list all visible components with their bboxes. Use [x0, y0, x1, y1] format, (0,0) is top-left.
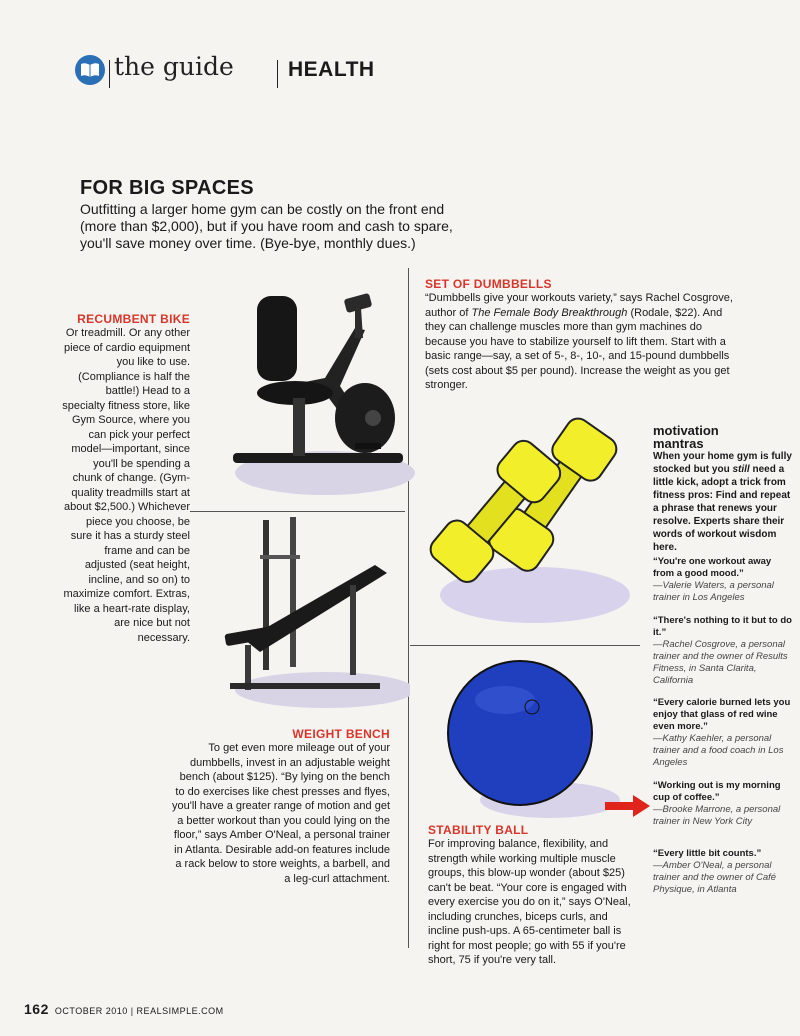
recumbent-bike-image	[205, 268, 415, 508]
quote-item	[653, 615, 793, 687]
book-title: The Female Body Breakthrough	[471, 306, 628, 319]
weight-bench-image	[205, 515, 410, 715]
sidebar-title-line: motivation	[653, 423, 719, 438]
quote-text: “You're one workout away from a good mood.”	[653, 556, 772, 579]
category-name: HEALTH	[288, 58, 375, 81]
page-number: 162	[24, 1001, 49, 1017]
quote-text: “Every calorie burned lets you enjoy that glass of red wine even more.”	[653, 697, 791, 732]
quote-text: “Every little bit counts.”	[653, 848, 762, 859]
header-divider	[277, 60, 278, 88]
body-text: (Rodale, $22). And they can challenge muscles more than gym machines do because you have to stabilize yourself to lift them. Start with a basic range—say, a set of 5-, 8-, 10-, and 15-pound dumbbells (sets cost about $5 per pound). Increase the weight as you get stronger.	[425, 306, 730, 391]
recumbent-bike-section	[62, 312, 190, 645]
quote-attribution: —Rachel Cosgrove, a personal trainer and the owner of Results Fitness, in Santa Clarita, California	[653, 639, 788, 686]
stability-ball-section	[428, 823, 633, 968]
quote-text: “There's nothing to it but to do it.”	[653, 615, 792, 638]
section-body: To get even more mileage out of your dumbbells, invest in an adjustable weight bench (about $125). “By lying on the bench to do exercises like chest presses and flyes, you'll have a greater range of motion and get a better workout than you could lying on the floor,” says Amber O'Neal, a personal trainer in Atlanta. Desirable add-on features include a rack below to store weights, a barbell, and a leg-curl attachment.	[172, 742, 390, 885]
sidebar-title	[653, 424, 719, 450]
quote-item	[653, 697, 793, 769]
section-title: WEIGHT BENCH	[292, 727, 390, 741]
dumbbells-section	[425, 277, 743, 393]
section-name: the guide	[114, 52, 234, 81]
quote-item	[653, 780, 793, 828]
quote-attribution: —Brooke Marrone, a personal trainer in New York City	[653, 804, 781, 827]
section-title: SET OF DUMBBELLS	[425, 277, 552, 291]
intro-emphasis: still	[732, 464, 750, 475]
quote-attribution: —Kathy Kaehler, a personal trainer and a food coach in Los Angeles	[653, 733, 784, 768]
body-text: “Dumbbells give your workouts variety,” says Rachel Cosgrove, author of	[425, 292, 733, 319]
issue-info: OCTOBER 2010 | REALSIMPLE.COM	[54, 1006, 224, 1016]
section-title: STABILITY BALL	[428, 823, 529, 837]
section-body: Or treadmill. Or any other piece of cardio equipment you like to use. (Compliance is half the battle!) Head to a specialty fitness store, like Gym Source, where you can pick your perfect model—important, since you'll be spending a chunk of change. (Gym-quality treadmills start at about $2,500.) Whichever piece you choose, be sure it has a sturdy steel frame and can be adjusted (seat height, incline, and so on) to maximize comfort. Extras, like a heart-rate display, are nice but not necessary.	[62, 327, 190, 644]
header-divider	[109, 60, 110, 88]
section-title: RECUMBENT BIKE	[77, 312, 190, 326]
quote-item	[653, 848, 793, 896]
quote-attribution: —Valerie Waters, a personal trainer in Los Angeles	[653, 580, 774, 603]
sidebar-title-line: mantras	[653, 436, 704, 451]
page-title: FOR BIG SPACES	[80, 177, 254, 199]
stability-ball-image	[430, 655, 620, 825]
weight-bench-section	[172, 727, 390, 886]
section-divider	[190, 511, 405, 512]
quote-text: “Working out is my morning cup of coffee.”	[653, 780, 781, 803]
intro-text: When your home gym is fully stocked but you	[653, 451, 792, 475]
section-divider	[410, 645, 640, 646]
dumbbells-image	[415, 395, 645, 630]
quote-attribution: —Amber O'Neal, a personal trainer and the owner of Café Physique, in Atlanta	[653, 860, 777, 895]
intro-text: Outfitting a larger home gym can be costly on the front end (more than $2,000), but if you have room and cash to spare, you'll save money over time. (Bye-bye, monthly dues.)	[80, 201, 453, 251]
arrow-right-icon	[605, 794, 651, 818]
sidebar-intro	[653, 450, 793, 554]
section-body: For improving balance, flexibility, and strength while working multiple muscle groups, this blow-up wonder (about $25) can't be beat. “Your core is engaged with every exercise you do on it,” says O'Neal, including crunches, biceps curls, and incline push-ups. A 65-centimeter ball is right for most people; go with 55 if you're short, 75 if you're very tall.	[428, 838, 631, 966]
quote-item	[653, 556, 793, 604]
book-icon	[75, 55, 105, 85]
section-body	[425, 291, 743, 393]
intro-text: need a little kick, adopt a trick from fitness pros: Find and repeat a phrase that renews your resolve. Experts share their words of workout wisdom here.	[653, 464, 791, 553]
page-footer	[24, 1001, 224, 1017]
